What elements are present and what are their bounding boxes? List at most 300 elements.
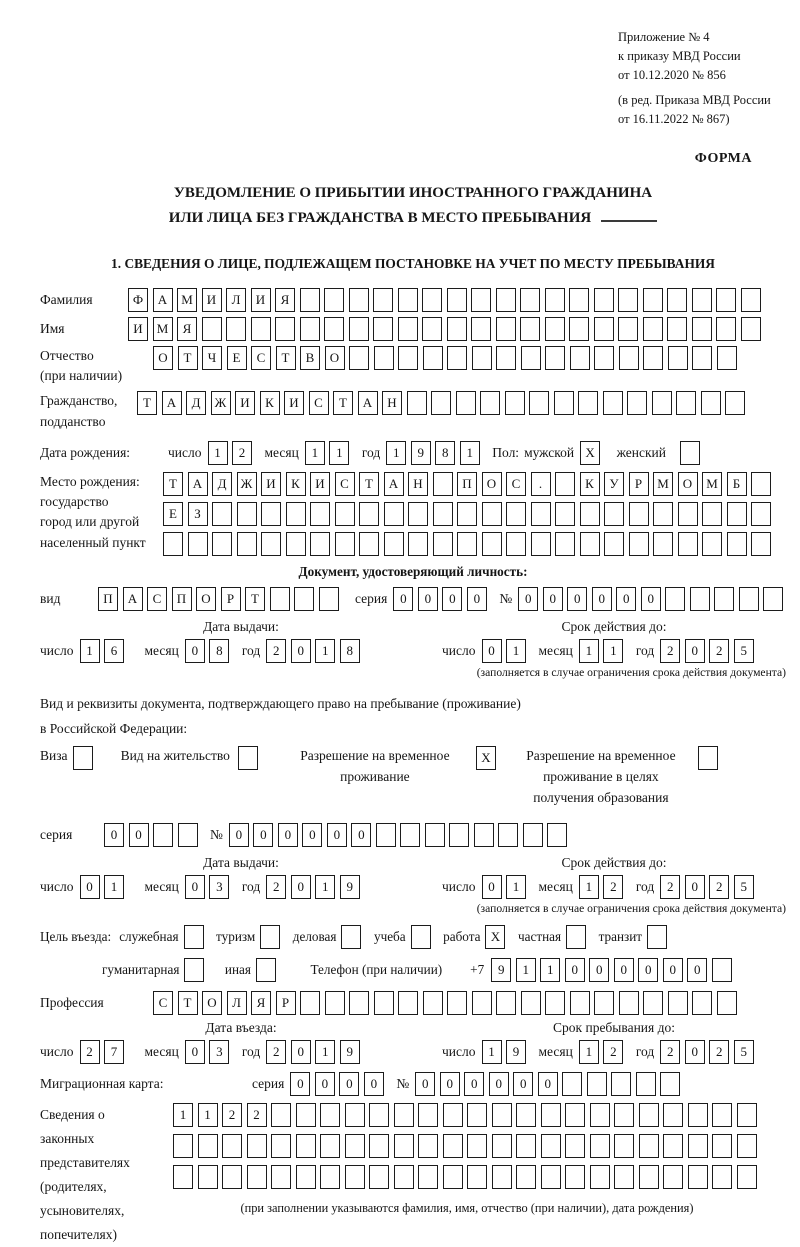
char-cell[interactable] — [652, 391, 672, 415]
char-cell[interactable]: 8 — [209, 639, 229, 663]
char-cell[interactable] — [727, 502, 747, 526]
char-cell[interactable]: 3 — [209, 1040, 229, 1064]
char-cell[interactable]: 0 — [592, 587, 612, 611]
char-cell[interactable] — [587, 1072, 607, 1096]
char-cell[interactable] — [604, 502, 624, 526]
char-cell[interactable] — [423, 346, 443, 370]
char-cell[interactable]: 2 — [80, 1040, 100, 1064]
char-cell[interactable]: 0 — [418, 587, 438, 611]
char-cell[interactable]: М — [153, 317, 173, 341]
char-cell[interactable] — [492, 1134, 512, 1158]
char-cell[interactable] — [590, 1165, 610, 1189]
purpose-transit-checkbox[interactable] — [647, 925, 667, 949]
char-cell[interactable] — [590, 1103, 610, 1127]
char-cell[interactable] — [467, 1165, 487, 1189]
purpose-work-checkbox[interactable]: X — [485, 925, 505, 949]
char-cell[interactable] — [569, 317, 589, 341]
char-cell[interactable] — [688, 1103, 708, 1127]
char-cell[interactable] — [398, 346, 418, 370]
char-cell[interactable]: 5 — [734, 1040, 754, 1064]
char-cell[interactable] — [345, 1134, 365, 1158]
char-cell[interactable] — [294, 587, 314, 611]
char-cell[interactable]: 9 — [506, 1040, 526, 1064]
char-cell[interactable] — [516, 1103, 536, 1127]
char-cell[interactable] — [447, 991, 467, 1015]
char-cell[interactable] — [727, 532, 747, 556]
char-cell[interactable] — [296, 1165, 316, 1189]
char-cell[interactable]: 1 — [516, 958, 536, 982]
char-cell[interactable]: 0 — [393, 587, 413, 611]
char-cell[interactable]: 0 — [291, 639, 311, 663]
char-cell[interactable]: С — [251, 346, 271, 370]
char-cell[interactable] — [394, 1103, 414, 1127]
char-cell[interactable] — [496, 317, 516, 341]
temp-residence-checkbox[interactable]: X — [476, 746, 496, 770]
char-cell[interactable] — [629, 532, 649, 556]
char-cell[interactable] — [521, 991, 541, 1015]
char-cell[interactable]: С — [153, 991, 173, 1015]
purpose-tourism-checkbox[interactable] — [260, 925, 280, 949]
char-cell[interactable]: В — [300, 346, 320, 370]
char-cell[interactable]: С — [335, 472, 355, 496]
char-cell[interactable]: Р — [221, 587, 241, 611]
char-cell[interactable]: О — [678, 472, 698, 496]
char-cell[interactable]: 2 — [660, 1040, 680, 1064]
char-cell[interactable] — [554, 391, 574, 415]
char-cell[interactable] — [359, 502, 379, 526]
char-cell[interactable] — [376, 823, 396, 847]
char-cell[interactable] — [447, 346, 467, 370]
char-cell[interactable]: 2 — [232, 441, 252, 465]
char-cell[interactable] — [296, 1103, 316, 1127]
char-cell[interactable]: 2 — [222, 1103, 242, 1127]
char-cell[interactable] — [349, 288, 369, 312]
char-cell[interactable]: 1 — [315, 1040, 335, 1064]
char-cell[interactable] — [668, 346, 688, 370]
char-cell[interactable]: 2 — [266, 1040, 286, 1064]
char-cell[interactable]: 9 — [411, 441, 431, 465]
char-cell[interactable] — [690, 587, 710, 611]
char-cell[interactable]: 0 — [364, 1072, 384, 1096]
char-cell[interactable] — [692, 317, 712, 341]
char-cell[interactable] — [359, 532, 379, 556]
char-cell[interactable] — [418, 1134, 438, 1158]
char-cell[interactable] — [636, 1072, 656, 1096]
char-cell[interactable] — [456, 391, 476, 415]
char-cell[interactable] — [247, 1165, 267, 1189]
char-cell[interactable]: А — [123, 587, 143, 611]
char-cell[interactable] — [580, 502, 600, 526]
char-cell[interactable]: 2 — [247, 1103, 267, 1127]
char-cell[interactable]: О — [153, 346, 173, 370]
char-cell[interactable] — [226, 317, 246, 341]
char-cell[interactable]: Я — [177, 317, 197, 341]
char-cell[interactable] — [443, 1103, 463, 1127]
char-cell[interactable]: А — [188, 472, 208, 496]
char-cell[interactable] — [741, 288, 761, 312]
char-cell[interactable]: А — [384, 472, 404, 496]
char-cell[interactable]: О — [325, 346, 345, 370]
char-cell[interactable]: О — [202, 991, 222, 1015]
char-cell[interactable] — [712, 1165, 732, 1189]
char-cell[interactable]: 0 — [543, 587, 563, 611]
char-cell[interactable] — [520, 288, 540, 312]
char-cell[interactable] — [251, 317, 271, 341]
char-cell[interactable] — [369, 1134, 389, 1158]
char-cell[interactable]: 0 — [518, 587, 538, 611]
char-cell[interactable] — [594, 288, 614, 312]
char-cell[interactable]: Ф — [128, 288, 148, 312]
char-cell[interactable] — [555, 502, 575, 526]
char-cell[interactable]: И — [128, 317, 148, 341]
char-cell[interactable] — [310, 532, 330, 556]
char-cell[interactable]: С — [309, 391, 329, 415]
char-cell[interactable] — [425, 823, 445, 847]
char-cell[interactable]: 1 — [386, 441, 406, 465]
char-cell[interactable] — [496, 288, 516, 312]
char-cell[interactable] — [275, 317, 295, 341]
char-cell[interactable] — [310, 502, 330, 526]
char-cell[interactable]: 2 — [603, 1040, 623, 1064]
char-cell[interactable] — [643, 317, 663, 341]
char-cell[interactable]: Т — [178, 346, 198, 370]
char-cell[interactable]: 1 — [305, 441, 325, 465]
char-cell[interactable]: 0 — [129, 823, 149, 847]
char-cell[interactable] — [547, 823, 567, 847]
char-cell[interactable] — [324, 288, 344, 312]
char-cell[interactable] — [665, 587, 685, 611]
char-cell[interactable]: 1 — [198, 1103, 218, 1127]
char-cell[interactable]: И — [251, 288, 271, 312]
char-cell[interactable]: Р — [629, 472, 649, 496]
char-cell[interactable]: Т — [163, 472, 183, 496]
char-cell[interactable] — [474, 823, 494, 847]
char-cell[interactable] — [604, 532, 624, 556]
char-cell[interactable]: 0 — [291, 1040, 311, 1064]
char-cell[interactable]: С — [147, 587, 167, 611]
char-cell[interactable] — [712, 1103, 732, 1127]
char-cell[interactable] — [433, 532, 453, 556]
char-cell[interactable] — [653, 532, 673, 556]
char-cell[interactable] — [212, 502, 232, 526]
char-cell[interactable] — [614, 1165, 634, 1189]
char-cell[interactable]: 0 — [482, 875, 502, 899]
char-cell[interactable] — [603, 391, 623, 415]
char-cell[interactable]: А — [358, 391, 378, 415]
char-cell[interactable]: 1 — [603, 639, 623, 663]
char-cell[interactable]: . — [531, 472, 551, 496]
char-cell[interactable]: Ч — [202, 346, 222, 370]
char-cell[interactable]: Д — [186, 391, 206, 415]
char-cell[interactable] — [619, 346, 639, 370]
char-cell[interactable] — [349, 346, 369, 370]
char-cell[interactable] — [531, 532, 551, 556]
char-cell[interactable]: О — [196, 587, 216, 611]
char-cell[interactable]: 2 — [709, 1040, 729, 1064]
char-cell[interactable] — [555, 532, 575, 556]
char-cell[interactable]: 2 — [266, 639, 286, 663]
char-cell[interactable] — [643, 991, 663, 1015]
char-cell[interactable] — [335, 502, 355, 526]
char-cell[interactable]: И — [310, 472, 330, 496]
char-cell[interactable] — [676, 391, 696, 415]
purpose-business-checkbox[interactable] — [341, 925, 361, 949]
char-cell[interactable]: 0 — [80, 875, 100, 899]
char-cell[interactable]: 0 — [290, 1072, 310, 1096]
char-cell[interactable]: И — [261, 472, 281, 496]
char-cell[interactable] — [369, 1103, 389, 1127]
char-cell[interactable]: 0 — [567, 587, 587, 611]
char-cell[interactable]: 3 — [209, 875, 229, 899]
char-cell[interactable] — [570, 346, 590, 370]
char-cell[interactable] — [471, 317, 491, 341]
purpose-private-checkbox[interactable] — [566, 925, 586, 949]
char-cell[interactable]: Е — [227, 346, 247, 370]
char-cell[interactable]: Т — [359, 472, 379, 496]
char-cell[interactable] — [431, 391, 451, 415]
char-cell[interactable] — [400, 823, 420, 847]
char-cell[interactable] — [447, 288, 467, 312]
char-cell[interactable]: Л — [226, 288, 246, 312]
char-cell[interactable]: Я — [275, 288, 295, 312]
char-cell[interactable]: 1 — [315, 875, 335, 899]
char-cell[interactable]: Е — [163, 502, 183, 526]
char-cell[interactable] — [516, 1165, 536, 1189]
char-cell[interactable] — [739, 587, 759, 611]
char-cell[interactable] — [467, 1134, 487, 1158]
char-cell[interactable] — [717, 991, 737, 1015]
char-cell[interactable]: Ж — [237, 472, 257, 496]
char-cell[interactable] — [569, 288, 589, 312]
char-cell[interactable]: 0 — [589, 958, 609, 982]
char-cell[interactable]: 2 — [266, 875, 286, 899]
char-cell[interactable] — [300, 317, 320, 341]
char-cell[interactable]: 1 — [208, 441, 228, 465]
char-cell[interactable] — [163, 532, 183, 556]
char-cell[interactable] — [482, 502, 502, 526]
char-cell[interactable]: 0 — [351, 823, 371, 847]
char-cell[interactable]: 0 — [339, 1072, 359, 1096]
char-cell[interactable] — [667, 317, 687, 341]
char-cell[interactable] — [374, 346, 394, 370]
char-cell[interactable]: 0 — [104, 823, 124, 847]
char-cell[interactable] — [580, 532, 600, 556]
char-cell[interactable] — [349, 317, 369, 341]
char-cell[interactable] — [545, 288, 565, 312]
char-cell[interactable] — [702, 502, 722, 526]
char-cell[interactable]: 1 — [579, 639, 599, 663]
char-cell[interactable]: 0 — [253, 823, 273, 847]
sex-male-checkbox[interactable]: X — [580, 441, 600, 465]
char-cell[interactable] — [394, 1165, 414, 1189]
char-cell[interactable] — [472, 346, 492, 370]
char-cell[interactable] — [663, 1103, 683, 1127]
char-cell[interactable] — [614, 1103, 634, 1127]
char-cell[interactable]: 6 — [104, 639, 124, 663]
char-cell[interactable] — [325, 991, 345, 1015]
char-cell[interactable] — [643, 346, 663, 370]
char-cell[interactable]: 0 — [685, 1040, 705, 1064]
temp-residence-edu-checkbox[interactable] — [698, 746, 718, 770]
char-cell[interactable]: 0 — [687, 958, 707, 982]
char-cell[interactable] — [496, 991, 516, 1015]
char-cell[interactable] — [498, 823, 518, 847]
char-cell[interactable]: Т — [178, 991, 198, 1015]
char-cell[interactable] — [198, 1134, 218, 1158]
char-cell[interactable]: 0 — [302, 823, 322, 847]
char-cell[interactable] — [701, 391, 721, 415]
char-cell[interactable]: 2 — [660, 639, 680, 663]
char-cell[interactable]: 0 — [614, 958, 634, 982]
char-cell[interactable]: 2 — [660, 875, 680, 899]
char-cell[interactable] — [324, 317, 344, 341]
char-cell[interactable]: 0 — [565, 958, 585, 982]
char-cell[interactable]: А — [153, 288, 173, 312]
char-cell[interactable] — [320, 1103, 340, 1127]
char-cell[interactable] — [531, 502, 551, 526]
char-cell[interactable]: 1 — [579, 1040, 599, 1064]
char-cell[interactable]: 0 — [641, 587, 661, 611]
char-cell[interactable] — [545, 317, 565, 341]
char-cell[interactable]: 0 — [616, 587, 636, 611]
char-cell[interactable] — [712, 1134, 732, 1158]
char-cell[interactable] — [570, 991, 590, 1015]
char-cell[interactable]: 1 — [540, 958, 560, 982]
char-cell[interactable] — [482, 532, 502, 556]
char-cell[interactable] — [545, 346, 565, 370]
char-cell[interactable] — [398, 991, 418, 1015]
char-cell[interactable] — [541, 1165, 561, 1189]
char-cell[interactable] — [178, 823, 198, 847]
char-cell[interactable] — [296, 1134, 316, 1158]
char-cell[interactable] — [565, 1134, 585, 1158]
char-cell[interactable]: И — [235, 391, 255, 415]
char-cell[interactable] — [394, 1134, 414, 1158]
char-cell[interactable] — [369, 1165, 389, 1189]
char-cell[interactable] — [286, 532, 306, 556]
residence-permit-checkbox[interactable] — [238, 746, 258, 770]
sex-female-checkbox[interactable] — [680, 441, 700, 465]
char-cell[interactable] — [618, 317, 638, 341]
char-cell[interactable]: 0 — [415, 1072, 435, 1096]
char-cell[interactable]: И — [202, 288, 222, 312]
char-cell[interactable] — [300, 288, 320, 312]
char-cell[interactable] — [467, 1103, 487, 1127]
char-cell[interactable]: 8 — [435, 441, 455, 465]
char-cell[interactable] — [153, 823, 173, 847]
char-cell[interactable]: 9 — [340, 1040, 360, 1064]
char-cell[interactable]: Т — [333, 391, 353, 415]
char-cell[interactable]: 0 — [467, 587, 487, 611]
char-cell[interactable]: 7 — [104, 1040, 124, 1064]
purpose-humanitarian-checkbox[interactable] — [184, 958, 204, 982]
char-cell[interactable] — [247, 1134, 267, 1158]
char-cell[interactable] — [716, 288, 736, 312]
char-cell[interactable]: У — [604, 472, 624, 496]
purpose-other-checkbox[interactable] — [256, 958, 276, 982]
char-cell[interactable] — [345, 1165, 365, 1189]
char-cell[interactable]: 1 — [460, 441, 480, 465]
char-cell[interactable] — [212, 532, 232, 556]
char-cell[interactable] — [614, 1134, 634, 1158]
char-cell[interactable]: Р — [276, 991, 296, 1015]
char-cell[interactable]: 1 — [173, 1103, 193, 1127]
char-cell[interactable] — [692, 991, 712, 1015]
char-cell[interactable]: 0 — [663, 958, 683, 982]
char-cell[interactable] — [418, 1103, 438, 1127]
char-cell[interactable] — [492, 1165, 512, 1189]
purpose-official-checkbox[interactable] — [184, 925, 204, 949]
char-cell[interactable]: К — [260, 391, 280, 415]
char-cell[interactable] — [712, 958, 732, 982]
purpose-study-checkbox[interactable] — [411, 925, 431, 949]
char-cell[interactable]: М — [653, 472, 673, 496]
char-cell[interactable] — [653, 502, 673, 526]
char-cell[interactable]: 1 — [506, 875, 526, 899]
char-cell[interactable] — [319, 587, 339, 611]
char-cell[interactable] — [562, 1072, 582, 1096]
char-cell[interactable] — [668, 991, 688, 1015]
char-cell[interactable] — [663, 1134, 683, 1158]
char-cell[interactable]: З — [188, 502, 208, 526]
char-cell[interactable]: 0 — [278, 823, 298, 847]
char-cell[interactable] — [594, 346, 614, 370]
char-cell[interactable] — [261, 502, 281, 526]
char-cell[interactable]: П — [98, 587, 118, 611]
char-cell[interactable] — [222, 1134, 242, 1158]
char-cell[interactable] — [565, 1103, 585, 1127]
char-cell[interactable] — [270, 587, 290, 611]
char-cell[interactable] — [520, 317, 540, 341]
char-cell[interactable] — [737, 1165, 757, 1189]
char-cell[interactable] — [408, 532, 428, 556]
char-cell[interactable] — [261, 532, 281, 556]
char-cell[interactable] — [639, 1134, 659, 1158]
char-cell[interactable] — [678, 532, 698, 556]
char-cell[interactable]: П — [457, 472, 477, 496]
char-cell[interactable]: А — [162, 391, 182, 415]
char-cell[interactable] — [516, 1134, 536, 1158]
char-cell[interactable] — [349, 991, 369, 1015]
char-cell[interactable] — [751, 502, 771, 526]
char-cell[interactable]: Т — [137, 391, 157, 415]
char-cell[interactable] — [373, 288, 393, 312]
char-cell[interactable]: С — [506, 472, 526, 496]
char-cell[interactable]: 0 — [185, 875, 205, 899]
char-cell[interactable] — [565, 1165, 585, 1189]
char-cell[interactable] — [523, 823, 543, 847]
char-cell[interactable] — [663, 1165, 683, 1189]
char-cell[interactable] — [678, 502, 698, 526]
char-cell[interactable] — [271, 1103, 291, 1127]
char-cell[interactable] — [688, 1165, 708, 1189]
char-cell[interactable]: К — [286, 472, 306, 496]
char-cell[interactable] — [443, 1134, 463, 1158]
char-cell[interactable] — [433, 502, 453, 526]
char-cell[interactable] — [737, 1134, 757, 1158]
char-cell[interactable] — [751, 532, 771, 556]
char-cell[interactable] — [629, 502, 649, 526]
char-cell[interactable] — [660, 1072, 680, 1096]
char-cell[interactable]: 9 — [340, 875, 360, 899]
char-cell[interactable] — [714, 587, 734, 611]
char-cell[interactable] — [545, 991, 565, 1015]
char-cell[interactable] — [237, 502, 257, 526]
visa-checkbox[interactable] — [73, 746, 93, 770]
char-cell[interactable] — [702, 532, 722, 556]
char-cell[interactable] — [173, 1134, 193, 1158]
char-cell[interactable]: 0 — [229, 823, 249, 847]
